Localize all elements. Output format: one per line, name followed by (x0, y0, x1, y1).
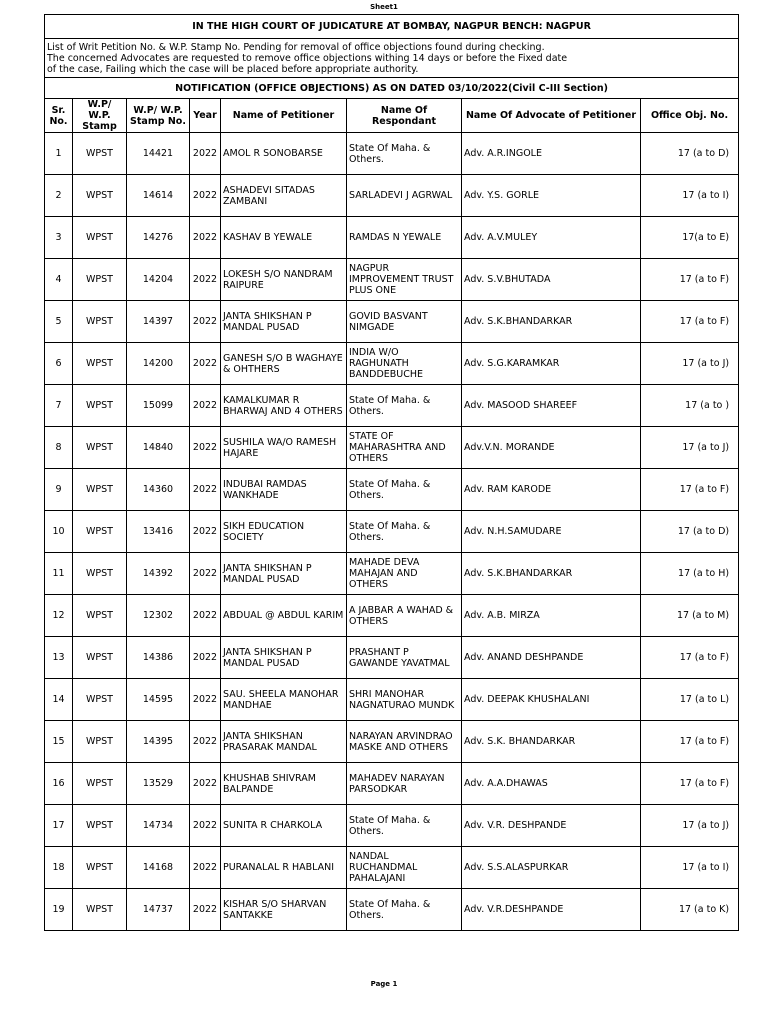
cell-petitioner: KASHAV B YEWALE (221, 217, 347, 259)
cell-respondant: NANDAL RUCHANDMAL PAHALAJANI (347, 847, 462, 889)
notice-line: The concerned Advocates are requested to remove office objections withing 14 days or before the Fixed date (47, 52, 568, 64)
cell-petitioner: JANTA SHIKSHAN PRASARAK MANDAL (221, 721, 347, 763)
cell-advocate: Adv. S.G.KARAMKAR (462, 343, 641, 385)
cell-wp-type: WPST (73, 553, 127, 595)
cell-sr-no: 11 (45, 553, 73, 595)
cell-advocate: Adv. MASOOD SHAREEF (462, 385, 641, 427)
cell-sr-no: 5 (45, 301, 73, 343)
cell-stamp-no: 14737 (127, 889, 190, 931)
cell-respondant: State Of Maha. & Others. (347, 469, 462, 511)
cell-wp-type: WPST (73, 679, 127, 721)
cell-stamp-no: 14392 (127, 553, 190, 595)
cell-office-obj: 17 (a to F) (641, 637, 739, 679)
cell-wp-type: WPST (73, 385, 127, 427)
table-row (45, 511, 739, 553)
cell-year: 2022 (190, 343, 221, 385)
cell-sr-no: 3 (45, 217, 73, 259)
cell-respondant: GOVID BASVANT NIMGADE (347, 301, 462, 343)
cell-petitioner: JANTA SHIKSHAN P MANDAL PUSAD (221, 301, 347, 343)
page-footer: Page 1 (370, 980, 398, 988)
cell-respondant: State Of Maha. & Others. (347, 805, 462, 847)
cell-respondant: INDIA W/O RAGHUNATH BANDDEBUCHE (347, 343, 462, 385)
cell-stamp-no: 14200 (127, 343, 190, 385)
cell-respondant: NARAYAN ARVINDRAO MASKE AND OTHERS (347, 721, 462, 763)
table-row (45, 805, 739, 847)
cell-office-obj: 17 (a to L) (641, 679, 739, 721)
cell-office-obj: 17 (a to ) (641, 385, 739, 427)
cell-advocate: Adv. S.S.ALASPURKAR (462, 847, 641, 889)
cell-year: 2022 (190, 469, 221, 511)
header-sr-no: Sr. No. (45, 99, 73, 133)
notification-heading: NOTIFICATION (OFFICE OBJECTIONS) AS ON DATED 03/10/2022(Civil C-III Section) (45, 78, 739, 99)
cell-advocate: Adv. A.B. MIRZA (462, 595, 641, 637)
cell-sr-no: 6 (45, 343, 73, 385)
table-row (45, 175, 739, 217)
cell-year: 2022 (190, 259, 221, 301)
cell-advocate: Adv. N.H.SAMUDARE (462, 511, 641, 553)
cell-stamp-no: 14168 (127, 847, 190, 889)
notice-text (45, 39, 739, 78)
table-row (45, 385, 739, 427)
table-row (45, 343, 739, 385)
cell-sr-no: 16 (45, 763, 73, 805)
cell-year: 2022 (190, 511, 221, 553)
cell-year: 2022 (190, 889, 221, 931)
cell-year: 2022 (190, 217, 221, 259)
header-stamp-no: W.P/ W.P. Stamp No. (127, 99, 190, 133)
cell-office-obj: 17 (a to H) (641, 553, 739, 595)
cell-year: 2022 (190, 385, 221, 427)
cell-petitioner: JANTA SHIKSHAN P MANDAL PUSAD (221, 637, 347, 679)
cell-petitioner: SAU. SHEELA MANOHAR MANDHAE (221, 679, 347, 721)
cell-wp-type: WPST (73, 511, 127, 553)
cell-respondant: NAGPUR IMPROVEMENT TRUST PLUS ONE (347, 259, 462, 301)
cell-respondant: SHRI MANOHAR NAGNATURAO MUNDK (347, 679, 462, 721)
cell-respondant: PRASHANT P GAWANDE YAVATMAL (347, 637, 462, 679)
cell-sr-no: 12 (45, 595, 73, 637)
cell-petitioner: SIKH EDUCATION SOCIETY (221, 511, 347, 553)
cell-sr-no: 1 (45, 133, 73, 175)
cell-year: 2022 (190, 679, 221, 721)
cell-wp-type: WPST (73, 259, 127, 301)
cell-petitioner: PURANALAL R HABLANI (221, 847, 347, 889)
cell-office-obj: 17(a to E) (641, 217, 739, 259)
table-row (45, 469, 739, 511)
cell-advocate: Adv. A.R.INGOLE (462, 133, 641, 175)
cell-office-obj: 17 (a to I) (641, 175, 739, 217)
cell-stamp-no: 14204 (127, 259, 190, 301)
cell-petitioner: INDUBAI RAMDAS WANKHADE (221, 469, 347, 511)
cell-year: 2022 (190, 637, 221, 679)
cell-wp-type: WPST (73, 847, 127, 889)
cell-office-obj: 17 (a to F) (641, 259, 739, 301)
cell-respondant: MAHADEV NARAYAN PARSODKAR (347, 763, 462, 805)
cell-office-obj: 17 (a to F) (641, 301, 739, 343)
table-row (45, 553, 739, 595)
cell-office-obj: 17 (a to D) (641, 511, 739, 553)
table-row (45, 133, 739, 175)
cell-petitioner: JANTA SHIKSHAN P MANDAL PUSAD (221, 553, 347, 595)
cell-wp-type: WPST (73, 595, 127, 637)
cell-sr-no: 4 (45, 259, 73, 301)
cell-office-obj: 17 (a to J) (641, 343, 739, 385)
cell-year: 2022 (190, 427, 221, 469)
cell-sr-no: 14 (45, 679, 73, 721)
cell-wp-type: WPST (73, 301, 127, 343)
cell-advocate: Adv. DEEPAK KHUSHALANI (462, 679, 641, 721)
cell-advocate: Adv. S.K.BHANDARKAR (462, 301, 641, 343)
cell-office-obj: 17 (a to D) (641, 133, 739, 175)
cell-petitioner: GANESH S/O B WAGHAYE & OHTHERS (221, 343, 347, 385)
cell-respondant: State Of Maha. & Others. (347, 511, 462, 553)
cell-petitioner: KHUSHAB SHIVRAM BALPANDE (221, 763, 347, 805)
table-row (45, 679, 739, 721)
header-year: Year (190, 99, 221, 133)
header-office-obj: Office Obj. No. (641, 99, 739, 133)
cell-sr-no: 18 (45, 847, 73, 889)
cell-year: 2022 (190, 805, 221, 847)
cell-respondant: State Of Maha. & Others. (347, 889, 462, 931)
table-row (45, 889, 739, 931)
cell-stamp-no: 12302 (127, 595, 190, 637)
cell-advocate: Adv. S.K.BHANDARKAR (462, 553, 641, 595)
cell-stamp-no: 14840 (127, 427, 190, 469)
cell-advocate: Adv. V.R.DESHPANDE (462, 889, 641, 931)
cell-year: 2022 (190, 133, 221, 175)
header-row (45, 99, 739, 133)
cell-office-obj: 17 (a to M) (641, 595, 739, 637)
table-row (45, 301, 739, 343)
cell-wp-type: WPST (73, 427, 127, 469)
cell-wp-type: WPST (73, 175, 127, 217)
cell-office-obj: 17 (a to I) (641, 847, 739, 889)
header-petitioner: Name of Petitioner (221, 99, 347, 133)
cell-wp-type: WPST (73, 763, 127, 805)
cell-office-obj: 17 (a to J) (641, 805, 739, 847)
table-row (45, 763, 739, 805)
header-respondant: Name Of Respondant (347, 99, 462, 133)
cell-year: 2022 (190, 721, 221, 763)
cell-stamp-no: 13416 (127, 511, 190, 553)
cell-advocate: Adv. V.R. DESHPANDE (462, 805, 641, 847)
cell-sr-no: 15 (45, 721, 73, 763)
cell-sr-no: 17 (45, 805, 73, 847)
cell-wp-type: WPST (73, 637, 127, 679)
cell-wp-type: WPST (73, 721, 127, 763)
cell-advocate: Adv. S.V.BHUTADA (462, 259, 641, 301)
cell-sr-no: 2 (45, 175, 73, 217)
cell-office-obj: 17 (a to F) (641, 469, 739, 511)
cell-office-obj: 17 (a to K) (641, 889, 739, 931)
cell-petitioner: SUSHILA WA/O RAMESH HAJARE (221, 427, 347, 469)
cell-stamp-no: 14595 (127, 679, 190, 721)
cell-sr-no: 9 (45, 469, 73, 511)
table-row (45, 217, 739, 259)
cell-year: 2022 (190, 553, 221, 595)
table-row (45, 259, 739, 301)
notice-line: List of Writ Petition No. & W.P. Stamp No. Pending for removal of office objections found during checking. (47, 41, 545, 53)
cell-petitioner: AMOL R SONOBARSE (221, 133, 347, 175)
cell-stamp-no: 14421 (127, 133, 190, 175)
cell-advocate: Adv. ANAND DESHPANDE (462, 637, 641, 679)
cell-respondant: MAHADE DEVA MAHAJAN AND OTHERS (347, 553, 462, 595)
cell-respondant: RAMDAS N YEWALE (347, 217, 462, 259)
table-row (45, 427, 739, 469)
cell-stamp-no: 14360 (127, 469, 190, 511)
cell-year: 2022 (190, 175, 221, 217)
cell-office-obj: 17 (a to J) (641, 427, 739, 469)
cell-advocate: Adv. A.V.MULEY (462, 217, 641, 259)
cell-petitioner: ABDUAL @ ABDUL KARIM (221, 595, 347, 637)
cell-petitioner: SUNITA R CHARKOLA (221, 805, 347, 847)
cell-respondant: STATE OF MAHARASHTRA AND OTHERS (347, 427, 462, 469)
cell-respondant: State Of Maha. & Others. (347, 385, 462, 427)
cell-year: 2022 (190, 847, 221, 889)
sheet-name: Sheet1 (370, 3, 398, 11)
cell-respondant: State Of Maha. & Others. (347, 133, 462, 175)
table-row (45, 847, 739, 889)
cell-petitioner: KISHAR S/O SHARVAN SANTAKKE (221, 889, 347, 931)
cell-year: 2022 (190, 763, 221, 805)
cell-stamp-no: 14386 (127, 637, 190, 679)
cell-stamp-no: 14276 (127, 217, 190, 259)
header-advocate: Name Of Advocate of Petitioner (462, 99, 641, 133)
cell-advocate: Adv. Y.S. GORLE (462, 175, 641, 217)
cell-sr-no: 7 (45, 385, 73, 427)
cell-advocate: Adv. S.K. BHANDARKAR (462, 721, 641, 763)
table-row (45, 595, 739, 637)
cell-wp-type: WPST (73, 889, 127, 931)
cell-wp-type: WPST (73, 133, 127, 175)
table-row (45, 637, 739, 679)
objections-table (44, 14, 739, 931)
notice-line: of the case, Failing which the case will be placed before appropriate authority. (47, 63, 419, 75)
cell-office-obj: 17 (a to F) (641, 763, 739, 805)
cell-petitioner: KAMALKUMAR R BHARWAJ AND 4 OTHERS (221, 385, 347, 427)
cell-sr-no: 8 (45, 427, 73, 469)
cell-sr-no: 10 (45, 511, 73, 553)
cell-stamp-no: 13529 (127, 763, 190, 805)
cell-advocate: Adv. RAM KARODE (462, 469, 641, 511)
cell-stamp-no: 14397 (127, 301, 190, 343)
cell-wp-type: WPST (73, 217, 127, 259)
cell-respondant: A JABBAR A WAHAD & OTHERS (347, 595, 462, 637)
cell-year: 2022 (190, 595, 221, 637)
cell-stamp-no: 14395 (127, 721, 190, 763)
cell-wp-type: WPST (73, 469, 127, 511)
cell-respondant: SARLADEVI J AGRWAL (347, 175, 462, 217)
cell-year: 2022 (190, 301, 221, 343)
cell-petitioner: ASHADEVI SITADAS ZAMBANI (221, 175, 347, 217)
cell-advocate: Adv.V.N. MORANDE (462, 427, 641, 469)
header-wp-stamp: W.P/ W.P. Stamp (73, 99, 127, 133)
cell-petitioner: LOKESH S/O NANDRAM RAIPURE (221, 259, 347, 301)
cell-sr-no: 13 (45, 637, 73, 679)
court-title: IN THE HIGH COURT OF JUDICATURE AT BOMBAY, NAGPUR BENCH: NAGPUR (45, 15, 739, 39)
cell-stamp-no: 14734 (127, 805, 190, 847)
cell-office-obj: 17 (a to F) (641, 721, 739, 763)
cell-advocate: Adv. A.A.DHAWAS (462, 763, 641, 805)
cell-wp-type: WPST (73, 805, 127, 847)
table-row (45, 721, 739, 763)
cell-stamp-no: 15099 (127, 385, 190, 427)
cell-stamp-no: 14614 (127, 175, 190, 217)
cell-sr-no: 19 (45, 889, 73, 931)
cell-wp-type: WPST (73, 343, 127, 385)
